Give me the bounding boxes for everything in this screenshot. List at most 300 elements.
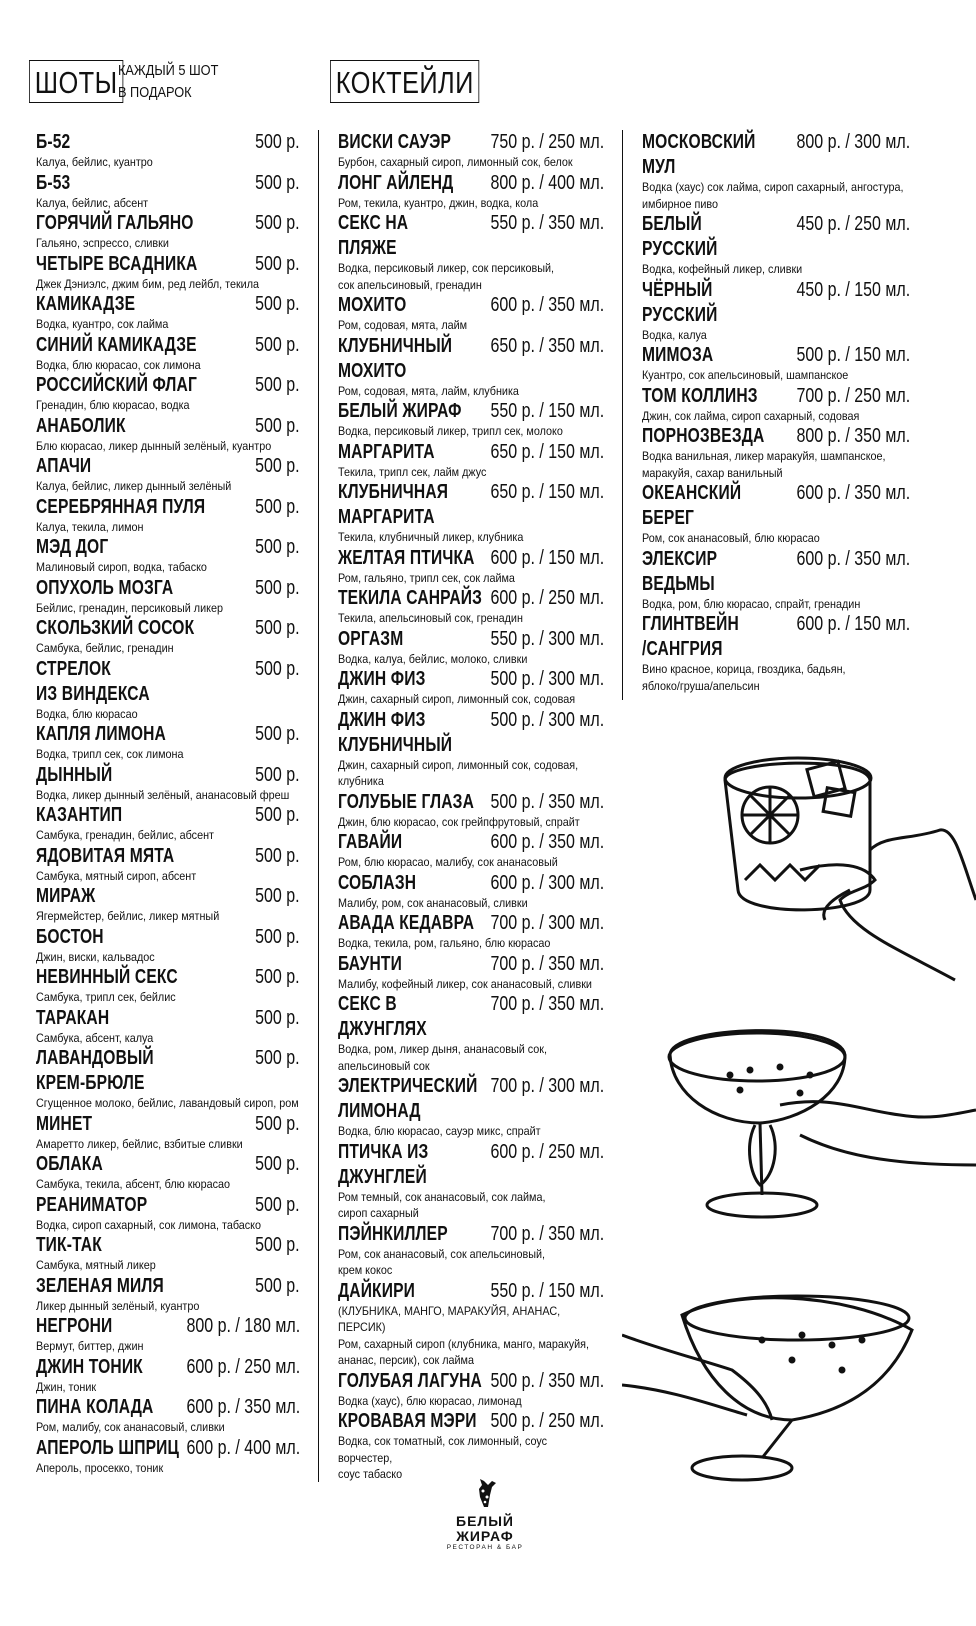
menu-item-name: ТАРАКАН [36, 1006, 110, 1029]
menu-item-description: Джин, сахарный сироп, лимонный сок, содовая [338, 692, 576, 706]
menu-item-price: 500 р. [255, 374, 300, 396]
menu-item-name: МИНЕТ [36, 1112, 93, 1135]
menu-item-price: 700 р. / 300 мл. [490, 1075, 604, 1097]
shots-promo-line-2: В ПОДАРОК [118, 84, 192, 101]
menu-item-description: Ром, текила, куантро, джин, водка, кола [338, 195, 539, 210]
restaurant-logo [445, 1477, 525, 1552]
menu-item-header [36, 1314, 300, 1339]
menu-item-header [36, 211, 300, 236]
menu-item-price: 500 р. [255, 1193, 300, 1216]
menu-item-description: Водка, ром, ликер дыня, ананасовый сок, апельсиновый сок [338, 1042, 548, 1073]
menu-item-name: НЕВИННЫЙ СЕКС [36, 966, 178, 988]
menu-item-price: 500 р. [255, 1006, 300, 1029]
menu-item-description: Куантро, сок апельсиновый, шампанское [642, 368, 849, 382]
menu-item-price: 700 р. / 350 мл. [490, 1222, 604, 1245]
menu-item-description: Вермут, биттер, джин [36, 1339, 144, 1353]
menu-item [338, 480, 604, 546]
menu-item-price: 600 р. / 350 мл. [186, 1396, 300, 1418]
menu-item [338, 399, 604, 440]
menu-item-header [642, 130, 910, 180]
menu-item-name: ОПУХОЛЬ МОЗГА [36, 576, 174, 599]
menu-item-header [36, 414, 300, 439]
menu-item-name: ГОЛУБЫЕ ГЛАЗА [338, 790, 475, 813]
menu-item [338, 952, 604, 993]
menu-item-description: (КЛУБНИКА, МАНГО, МАРАКУЙЯ, АНАНАС, ПЕРСИК) Ром, сахарный сироп (клубника, манго, маракуйя, ананас, персик), сок лайма [338, 1303, 590, 1367]
cocktails-list-1 [338, 130, 604, 1483]
menu-item-description: Ром, содовая, мята, лайм [338, 318, 468, 332]
menu-item-description: Апероль, просекко, тоник [36, 1460, 164, 1475]
menu-item-description: Ром темный, сок ананасовый, сок лайма, сироп сахарный [338, 1189, 546, 1220]
menu-item-price: 600 р. / 150 мл. [490, 546, 604, 569]
menu-item-header [36, 1233, 300, 1258]
menu-item [338, 708, 604, 790]
menu-item [338, 1369, 604, 1410]
menu-item-price: 600 р. / 250 мл. [186, 1355, 300, 1378]
menu-item [642, 481, 910, 547]
menu-item-name: БАУНТИ [338, 952, 402, 975]
menu-item-name: СИНИЙ КАМИКАДЗЕ [36, 333, 197, 356]
menu-item-header [642, 612, 910, 662]
menu-item-price: 500 р. [255, 966, 300, 988]
menu-item-description: Джек Дэниэлс, джим бим, ред лейбл, текила [36, 276, 260, 291]
menu-item [36, 252, 300, 293]
menu-item-description: Водка, блю кюрасао, сок лимона [36, 357, 201, 372]
menu-item-price: 500 р. [255, 885, 300, 907]
menu-item-price: 500 р. [255, 1112, 300, 1135]
menu-item-description: Ягермейстер, бейлис, ликер мятный [36, 909, 220, 923]
menu-item [338, 1074, 604, 1140]
menu-item-description: Водка, куантро, сок лайма [36, 317, 169, 331]
menu-item-header [36, 1046, 300, 1096]
menu-item [36, 1046, 300, 1112]
menu-item-header [338, 586, 604, 611]
shots-promo-line-1: КАЖДЫЙ 5 ШОТ [118, 62, 219, 79]
menu-item-header [338, 790, 604, 815]
menu-item [36, 576, 300, 617]
menu-item-description: Калуа, бейлис, абсент [36, 195, 149, 210]
menu-item-header [36, 925, 300, 950]
menu-item-price: 500 р. [255, 763, 300, 786]
menu-item-description: Малиновый сироп, водка, табаско [36, 560, 207, 574]
menu-item-header [338, 130, 604, 155]
menu-item [36, 1274, 300, 1315]
menu-item-header [338, 871, 604, 896]
menu-item-description: Водка, текила, ром, гальяно, блю кюрасао [338, 936, 551, 950]
menu-item-description: Гальяно, эспрессо, сливки [36, 236, 169, 250]
menu-item-price: 600 р. / 250 мл. [490, 587, 604, 609]
menu-item-name: ГОРЯЧИЙ ГАЛЬЯНО [36, 212, 194, 234]
menu-item-description: Водка ванильная, ликер маракуйя, шампанское, маракуйя, сахар ванильный [642, 449, 886, 480]
menu-item-price: 550 р. / 350 мл. [490, 212, 604, 234]
menu-item-header [36, 1152, 300, 1177]
menu-item [338, 211, 604, 293]
menu-item-price: 500 р. [255, 536, 300, 558]
menu-item-name: ОБЛАКА [36, 1153, 103, 1175]
menu-item [36, 803, 300, 844]
menu-item-description: Бурбон, сахарный сироп, лимонный сок, белок [338, 155, 573, 169]
menu-item-header [338, 627, 604, 652]
menu-item-price: 600 р. / 250 мл. [490, 1140, 604, 1163]
menu-item-price: 800 р. / 300 мл. [796, 131, 910, 153]
menu-item-header [338, 708, 604, 758]
menu-item-price: 500 р. / 150 мл. [796, 344, 910, 366]
menu-item-name: СЕКС В ДЖУНГЛЯХ [338, 993, 427, 1040]
menu-item [36, 884, 300, 925]
menu-item-header [36, 576, 300, 601]
logo-line-2: ЖИРАФ [456, 1528, 514, 1544]
logo-line-1: БЕЛЫЙ [456, 1513, 514, 1529]
menu-item-name: АВАДА КЕДАВРА [338, 912, 475, 934]
menu-item-price: 500 р. / 300 мл. [490, 668, 604, 690]
menu-item [338, 440, 604, 481]
menu-item [36, 763, 300, 804]
menu-item-name: Б-52 [36, 131, 71, 153]
menu-item-price: 500 р. [255, 293, 300, 315]
logo-line-3: РЕСТОРАН & БАР [446, 1544, 524, 1551]
menu-item-name: ЗЕЛЕНАЯ МИЛЯ [36, 1274, 164, 1297]
menu-item-name: ГАВАЙИ [338, 831, 403, 853]
menu-item-header [338, 211, 604, 261]
menu-item-description: Текила, апельсиновый сок, гренадин [338, 611, 523, 625]
menu-item-description: Калуа, бейлис, ликер дынный зелёный [36, 479, 232, 493]
menu-item-name: КАЗАНТИП [36, 804, 123, 826]
menu-item-price: 500 р. [255, 495, 300, 518]
menu-item-description: Водка, блю кюрасао, сауэр микс, спрайт [338, 1124, 541, 1138]
menu-item-description: Водка, кофейный ликер, сливки [642, 262, 803, 276]
menu-item-name: ПИНА КОЛАДА [36, 1396, 154, 1418]
menu-item [642, 612, 910, 694]
menu-item [338, 1409, 604, 1483]
menu-item [36, 1395, 300, 1436]
menu-item [36, 211, 300, 252]
menu-item-header [36, 454, 300, 479]
menu-item [36, 722, 300, 763]
menu-item [36, 844, 300, 885]
menu-item-price: 650 р. / 150 мл. [490, 481, 604, 503]
menu-item-name: ПОРНОЗВЕЗДА [642, 425, 765, 447]
menu-item-name: СОБЛАЗН [338, 871, 417, 894]
menu-item-name: ПТИЧКА ИЗ ДЖУНГЛЕЙ [338, 1140, 429, 1188]
menu-item-description: Джин, виски, кальвадос [36, 949, 155, 964]
menu-item-name: ГЛИНТВЕЙН /САНГРИЯ [642, 613, 739, 660]
menu-item-header [338, 992, 604, 1042]
menu-item [642, 130, 910, 212]
menu-item-header [36, 495, 300, 520]
menu-item-price: 500 р. [255, 131, 300, 153]
menu-item-header [36, 722, 300, 747]
menu-item-name: МОСКОВСКИЙ МУЛ [642, 131, 756, 178]
menu-item-name: КЛУБНИЧНАЯ МАРГАРИТА [338, 481, 449, 528]
menu-item-name: СЕКС НА ПЛЯЖЕ [338, 212, 409, 259]
giraffe-logo-icon [470, 1477, 500, 1509]
menu-item-name: ТИК-ТАК [36, 1234, 102, 1256]
menu-item-name: ДЖИН ФИЗ КЛУБНИЧНЫЙ [338, 708, 453, 756]
menu-item-price: 650 р. / 350 мл. [490, 334, 604, 357]
menu-item-description: Ром, блю кюрасао, малибу, сок ананасовый [338, 855, 558, 869]
menu-item-name: МИРАЖ [36, 885, 96, 907]
menu-item [338, 293, 604, 334]
menu-item-description: Самбука, текила, абсент, блю кюрасао [36, 1177, 231, 1191]
menu-item-description: Водка, персиковый ликер, трипл сек, молоко [338, 424, 563, 438]
menu-item [338, 171, 604, 212]
menu-item-price: 500 р. [255, 414, 300, 437]
menu-item-price: 500 р. [255, 844, 300, 867]
menu-item-description: Гренадин, блю кюрасао, водка [36, 398, 190, 412]
menu-item-header [36, 616, 300, 641]
menu-item-header [338, 1074, 604, 1124]
menu-item-header [338, 293, 604, 318]
menu-item [36, 1233, 300, 1274]
menu-item-price: 600 р. / 150 мл. [796, 613, 910, 635]
menu-item-name: СТРЕЛОК ИЗ ВИНДЕКСА [36, 657, 150, 705]
menu-item [338, 586, 604, 627]
menu-item-name: АНАБОЛИК [36, 414, 126, 437]
menu-item [36, 657, 300, 723]
menu-item-price: 500 р. / 250 мл. [490, 1410, 604, 1432]
menu-item [338, 871, 604, 912]
menu-item-description: Сгущенное молоко, бейлис, лавандовый сироп, ром [36, 1096, 299, 1110]
menu-item [642, 278, 910, 344]
menu-item [36, 454, 300, 495]
menu-item-price: 500 р. [255, 1047, 300, 1069]
menu-item [338, 627, 604, 668]
menu-item [338, 911, 604, 952]
menu-item-price: 600 р. / 350 мл. [796, 547, 910, 570]
menu-item [36, 1355, 300, 1396]
menu-item-name: ТЕКИЛА САНРАЙЗ [338, 587, 483, 609]
menu-item-description: Калуа, бейлис, куантро [36, 155, 153, 169]
menu-item-description: Калуа, текила, лимон [36, 519, 144, 534]
menu-item-price: 500 р. [255, 1153, 300, 1175]
menu-item-header [36, 1395, 300, 1420]
menu-item-name: ЧЁРНЫЙ РУССКИЙ [642, 278, 718, 326]
menu-item-description: Малибу, кофейный ликер, сок ананасовый, сливки [338, 976, 592, 991]
menu-item-description: Джин, сок лайма, сироп сахарный, содовая [642, 408, 860, 423]
menu-item-header [338, 1279, 604, 1304]
menu-item-description: Амаретто ликер, бейлис, взбитые сливки [36, 1136, 243, 1151]
menu-item-price: 750 р. / 250 мл. [490, 131, 604, 153]
menu-item-description: Самбука, мятный ликер [36, 1258, 156, 1272]
menu-item-header [36, 884, 300, 909]
menu-item-price: 800 р. / 180 мл. [186, 1315, 300, 1337]
menu-item-header [36, 333, 300, 358]
menu-item [338, 667, 604, 708]
menu-item-name: РЕАНИМАТОР [36, 1193, 148, 1216]
menu-item [36, 292, 300, 333]
menu-item-header [642, 343, 910, 368]
column-divider-2 [622, 130, 623, 700]
menu-item-description: Самбука, гренадин, бейлис, абсент [36, 828, 215, 842]
menu-item-price: 500 р. [255, 804, 300, 826]
menu-item-price: 600 р. / 400 мл. [186, 1436, 300, 1459]
menu-item-price: 500 р. / 300 мл. [490, 708, 604, 731]
coupe-glass-illustration [660, 1015, 976, 1235]
menu-item-description: Бейлис, гренадин, персиковый ликер [36, 600, 223, 615]
menu-item-price: 700 р. / 350 мл. [490, 993, 604, 1015]
menu-item [36, 1112, 300, 1153]
menu-item-description: Текила, клубничный ликер, клубника [338, 530, 524, 544]
menu-item-header [338, 171, 604, 196]
menu-item [642, 384, 910, 425]
menu-item-description: Ром, малибу, сок ананасовый, сливки [36, 1420, 225, 1434]
menu-item-name: ДЖИН ФИЗ [338, 668, 426, 690]
menu-item [36, 495, 300, 536]
menu-item-name: ЯДОВИТАЯ МЯТА [36, 844, 175, 867]
menu-item-price: 500 р. [255, 1274, 300, 1297]
column-divider-1 [318, 130, 319, 1482]
menu-item [36, 414, 300, 455]
menu-item-description: Ром, гальяно, трипл сек, сок лайма [338, 570, 515, 585]
menu-item [36, 965, 300, 1006]
menu-item-header [36, 292, 300, 317]
menu-item-price: 500 р. [255, 333, 300, 356]
menu-item-description: Самбука, мятный сироп, абсент [36, 868, 197, 883]
menu-item-name: ЭЛЕКСИР ВЕДЬМЫ [642, 547, 718, 595]
menu-item-description: Джин, сахарный сироп, лимонный сок, содовая, клубника [338, 757, 579, 788]
menu-item-name: МЭД ДОГ [36, 536, 109, 558]
menu-item-header [338, 546, 604, 571]
menu-item-price: 700 р. / 350 мл. [490, 952, 604, 975]
menu-item [36, 333, 300, 374]
menu-item [36, 1152, 300, 1193]
menu-item-price: 500 р. [255, 1234, 300, 1256]
margarita-glass-illustration [622, 1290, 976, 1490]
menu-item-price: 500 р. [255, 252, 300, 275]
menu-item [642, 547, 910, 613]
menu-item-name: ПЭЙНКИЛЛЕР [338, 1222, 448, 1245]
menu-item-price: 500 р. / 350 мл. [490, 790, 604, 813]
menu-item-description: Водка, сок томатный, сок лимонный, соус ворчестер, соус табаско [338, 1434, 548, 1481]
menu-item-header [642, 278, 910, 328]
menu-item [642, 424, 910, 481]
shots-list [36, 130, 300, 1476]
menu-item-price: 450 р. / 250 мл. [796, 213, 910, 235]
menu-item-description: Джин, блю кюрасао, сок грейпфрутовый, спрайт [338, 814, 580, 829]
whisky-glass-illustration [700, 740, 976, 990]
menu-item [36, 1314, 300, 1355]
menu-item-name: КРОВАВАЯ МЭРИ [338, 1410, 477, 1432]
menu-item-header [36, 1355, 300, 1380]
menu-item-name: ОРГАЗМ [338, 627, 404, 650]
menu-item-price: 700 р. / 250 мл. [796, 384, 910, 407]
menu-item-name: КЛУБНИЧНЫЙ МОХИТО [338, 334, 453, 382]
menu-item-name: БЕЛЫЙ ЖИРАФ [338, 400, 462, 422]
menu-item-description: Самбука, абсент, калуа [36, 1030, 154, 1045]
menu-item-header [642, 481, 910, 531]
menu-item [36, 130, 300, 171]
menu-item [36, 925, 300, 966]
menu-item-header [36, 844, 300, 869]
menu-item [642, 343, 910, 384]
menu-item-name: ГОЛУБАЯ ЛАГУНА [338, 1369, 482, 1392]
menu-item-name: ДЖИН ТОНИК [36, 1355, 143, 1378]
menu-item-header [642, 384, 910, 409]
menu-item [338, 790, 604, 831]
menu-item-name: СКОЛЬЗКИЙ СОСОК [36, 617, 195, 639]
menu-item-price: 500 р. [255, 657, 300, 680]
menu-item-header [36, 803, 300, 828]
menu-item-header [642, 212, 910, 262]
menu-item-price: 600 р. / 350 мл. [490, 294, 604, 316]
menu-item-header [36, 130, 300, 155]
menu-item-description: Самбука, трипл сек, бейлис [36, 990, 176, 1004]
menu-item-price: 500 р. [255, 212, 300, 234]
menu-item-name: ОКЕАНСКИЙ БЕРЕГ [642, 482, 742, 529]
menu-item [36, 373, 300, 414]
menu-item-name: КАПЛЯ ЛИМОНА [36, 723, 166, 745]
menu-item-header [36, 1274, 300, 1299]
menu-item-price: 500 р. [255, 723, 300, 745]
menu-item-header [36, 657, 300, 707]
menu-item-name: МАРГАРИТА [338, 440, 435, 463]
menu-item [338, 1140, 604, 1222]
menu-item [338, 1222, 604, 1279]
menu-item-price: 500 р. [255, 171, 300, 194]
menu-item-description: Водка (хаус) сок лайма, сироп сахарный, ангостура, имбирное пиво [642, 180, 904, 211]
menu-item [36, 171, 300, 212]
menu-item-name: ВИСКИ САУЭР [338, 131, 452, 153]
menu-item-header [338, 1369, 604, 1394]
menu-item-description: Водка, калуа, бейлис, молоко, сливки [338, 651, 528, 666]
menu-item [36, 1006, 300, 1047]
menu-item-description: Самбука, бейлис, гренадин [36, 641, 174, 655]
menu-item [338, 1279, 604, 1369]
menu-item-header [36, 965, 300, 990]
cocktails-title: КОКТЕЙЛИ [330, 60, 480, 103]
menu-item-name: ЛАВАНДОВЫЙ КРЕМ-БРЮЛЕ [36, 1047, 154, 1094]
menu-item-description: Вино красное, корица, гвоздика, бадьян, яблоко/груша/апельсин [642, 662, 846, 693]
menu-item-name: СЕРЕБРЯННАЯ ПУЛЯ [36, 495, 206, 518]
menu-item-name: АПАЧИ [36, 455, 92, 477]
menu-item-price: 450 р. / 150 мл. [796, 278, 910, 301]
menu-item-name: БОСТОН [36, 925, 104, 948]
menu-item-description: Водка, трипл сек, сок лимона [36, 747, 184, 761]
menu-item-header [338, 1222, 604, 1247]
menu-item-name: ЧЕТЫРЕ ВСАДНИКА [36, 252, 198, 275]
menu-item-name: КАМИКАДЗЕ [36, 293, 136, 315]
menu-item [36, 535, 300, 576]
menu-item [338, 334, 604, 400]
menu-item-description: Текила, трипл сек, лайм джус [338, 464, 487, 479]
menu-item-header [338, 399, 604, 424]
menu-item-header [36, 1193, 300, 1218]
menu-item-header [338, 1140, 604, 1190]
cocktails-list-2 [642, 130, 910, 694]
menu-item [36, 1193, 300, 1234]
menu-item [36, 1436, 300, 1477]
menu-item-name: АПЕРОЛЬ ШПРИЦ [36, 1436, 180, 1459]
menu-item-description: Водка, ром, блю кюрасао, спрайт, гренадин [642, 596, 861, 611]
menu-item-description: Блю кюрасао, ликер дынный зелёный, куантро [36, 438, 272, 453]
menu-item-description: Водка, калуа [642, 327, 707, 342]
menu-item-name: ЖЕЛТАЯ ПТИЧКА [338, 546, 475, 569]
menu-item-name: Б-53 [36, 171, 71, 194]
menu-item-header [338, 911, 604, 936]
menu-item [642, 212, 910, 278]
menu-item-name: МОХИТО [338, 294, 407, 316]
menu-item-price: 550 р. / 150 мл. [490, 400, 604, 422]
menu-item-name: РОССИЙСКИЙ ФЛАГ [36, 374, 197, 396]
menu-item [36, 616, 300, 657]
menu-item [338, 546, 604, 587]
menu-item-header [36, 252, 300, 277]
menu-item-name: БЕЛЫЙ РУССКИЙ [642, 213, 718, 260]
menu-item-description: Ром, сок ананасовый, сок апельсиновый, крем кокос [338, 1246, 546, 1277]
menu-item-description: Водка, персиковый ликер, сок персиковый, сок апельсиновый, гренадин [338, 261, 555, 292]
menu-item-description: Ром, содовая, мята, лайм, клубника [338, 383, 519, 398]
menu-item-price: 600 р. / 350 мл. [796, 482, 910, 504]
menu-item-price: 550 р. / 300 мл. [490, 627, 604, 650]
